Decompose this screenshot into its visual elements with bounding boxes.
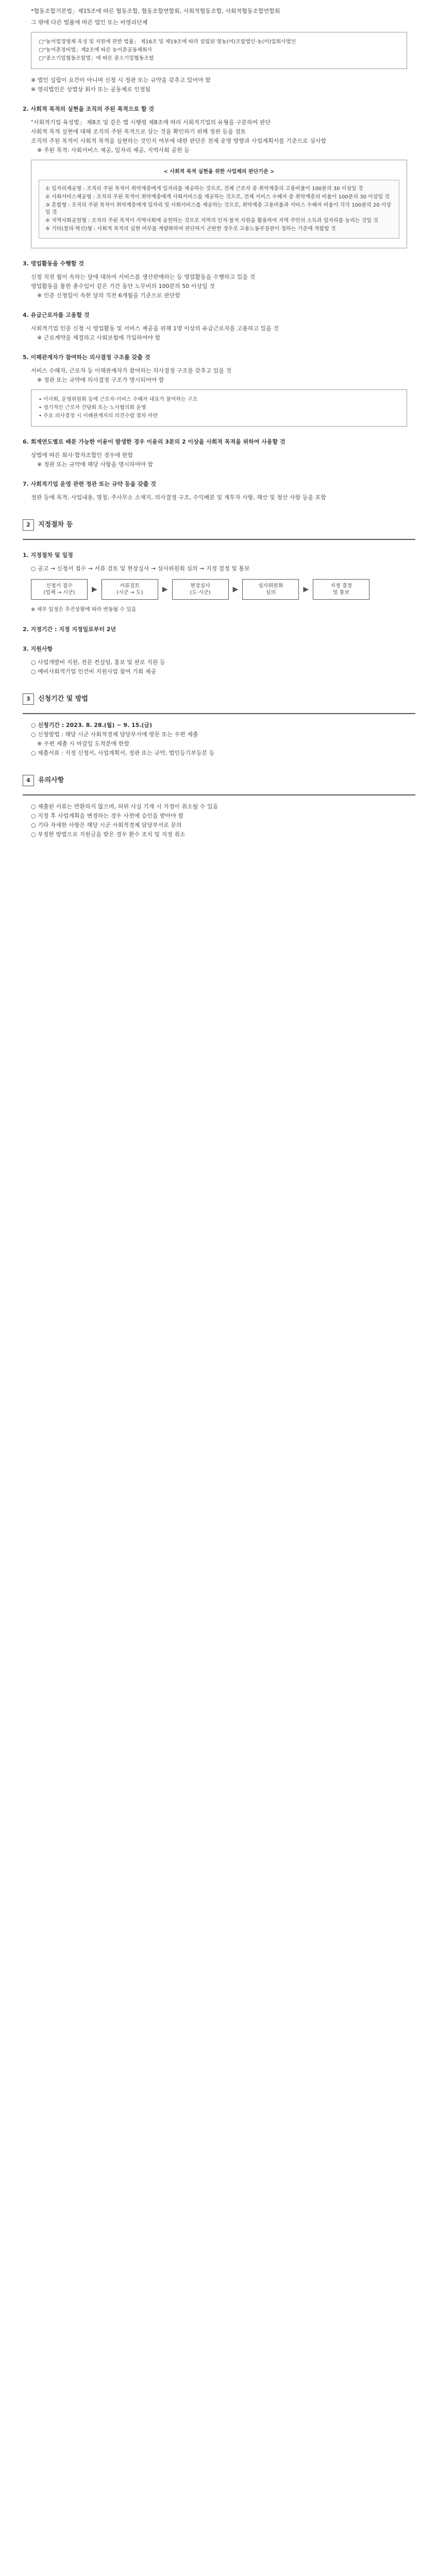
flow-step-3: 현장실사 (도·시군) — [172, 579, 229, 600]
sec2-line: 조직의 주된 목적이 사회적 목적을 실현하는 것인지 여부에 대한 판단은 전체 운영 방향과 사업계획서를 기준으로 심사함 — [31, 138, 327, 144]
section-c-rule — [23, 713, 415, 714]
flow-step-2: 서류검토 (시군 → 도) — [102, 579, 158, 600]
criteria-item: ② 사회서비스제공형 : 조직의 주된 목적이 취약계층에게 사회서비스를 제공하는 것으로, 전체 서비스 수혜자 중 취약계층의 비율이 100분의 30 이상일 것 — [45, 194, 390, 200]
sec3-line: 신청 직전 월이 속하는 달에 대하여 서비스를 생산판매하는 등 영업활동을 수행하고 있을 것 — [31, 274, 256, 280]
criteria-item: ⑤ 기타(창의·혁신)형 : 사회적 목적의 실현 여부를 계량화하여 판단하기 곤란한 경우로 고용노동부장관이 정하는 기준에 적합할 것 — [45, 226, 336, 232]
intro-list-item — [23, 19, 415, 27]
section-b-title: 지정절차 등 — [38, 521, 73, 529]
sec3-note: ※ 인증 신청일이 속한 달의 직전 6개월을 기준으로 판단함 — [37, 292, 180, 299]
sec2-note: ※ 주된 목적: 사회서비스 제공, 일자리 제공, 지역사회 공헌 등 — [37, 147, 190, 154]
arrow-right-icon: ▶ — [232, 585, 239, 594]
sec6-line: 상법에 따른 회사·합자조합인 경우에 한함 — [31, 452, 133, 459]
flow-step-4: 심사위원회 심의 — [242, 579, 299, 600]
sec-c-line: ○ 제출서류 : 지정 신청서, 사업계획서, 정관 또는 규약, 법인등기부등본 등 — [31, 750, 215, 756]
flow-step-5: 지정 결정 및 통보 — [313, 579, 369, 600]
section-3-title: 3. 영업활동을 수행할 것 — [23, 260, 84, 267]
sec-b-line: ○ 사업개발비 지원, 전문 컨설팅, 홍보 및 판로 지원 등 — [31, 659, 165, 666]
section-d-number: 4 — [23, 775, 34, 786]
flow-note: ※ 세부 일정은 추진상황에 따라 변동될 수 있음 — [31, 607, 137, 613]
sec-b-line: ○ 예비사회적기업 인건비 지원사업 참여 기회 제공 — [31, 668, 157, 675]
intro-tail-2: ※ 영리법인은 상법상 회사 또는 공동체로 인정됨 — [31, 86, 151, 93]
section-d-rule — [23, 794, 415, 795]
sec2-line: "사회적기업 육성법」 제8조 및 같은 법 시행령 제8조에 따라 사회적기업의 유형을 구분하여 판단 — [31, 119, 271, 126]
sec2-box-inset — [39, 180, 399, 239]
section-b-number: 2 — [23, 519, 34, 531]
intro-item-1: *협동조합기본법」제15조에 따른 협동조합, 협동조합연합회, 사회적협동조합, 사회적협동조합연합회 — [31, 8, 280, 14]
sec3-line: 영업활동을 통한 총수입이 같은 기간 동안 노무비의 100분의 50 이상일 것 — [31, 283, 215, 290]
sec5-box-item: • 정기적인 근로자 간담회 또는 노사협의회 운영 — [39, 405, 146, 411]
criteria-item: ④ 지역사회공헌형 : 조직의 주된 목적이 지역사회에 공헌하는 것으로 지역의 인적·물적 자원을 활용하여 지역 주민의 소득과 일자리를 늘리는 것일 것 — [45, 218, 378, 224]
intro-tail-1: ※ 법인 설립이 요건이 아니며 신청 시 정관 또는 규약을 갖추고 있어야 함 — [31, 77, 211, 83]
intro-list-item — [23, 7, 415, 15]
sec-d-line: ○ 부정한 방법으로 지원금을 받은 경우 환수 조치 및 지정 취소 — [31, 831, 186, 838]
sec5-box-item: • 주요 의사결정 시 이해관계자의 의견수렴 절차 마련 — [39, 413, 158, 419]
sec4-note: ※ 근로계약을 체결하고 사회보험에 가입하여야 함 — [37, 334, 161, 341]
criteria-item: ③ 혼합형 : 조직의 주된 목적이 취약계층에게 일자리 및 사회서비스를 제공하는 것으로, 취약계층 고용비율과 서비스 수혜자 비율이 각각 100분의 20 이상일 것 — [45, 202, 392, 215]
section-4-title: 4. 유급근로자를 고용할 것 — [23, 312, 90, 318]
sec-b-item-title: 2. 지정기간 : 지정 지정일로부터 2년 — [23, 626, 116, 633]
section-6-title: 6. 회계연도별로 배분 가능한 이윤이 발생한 경우 이윤의 3분의 2 이상을 사회적 목적을 위하여 사용할 것 — [23, 438, 285, 445]
sec-c-note: ※ 우편 제출 시 마감일 도착분에 한함 — [37, 740, 129, 747]
intro-box — [31, 32, 407, 69]
section-b-rule — [23, 539, 415, 540]
sec5-box — [31, 389, 407, 427]
sec5-box-item: • 이사회, 운영위원회 등에 근로자·서비스 수혜자 대표가 참여하는 구조 — [39, 397, 198, 402]
intro-list — [23, 7, 415, 27]
sec-d-line: ○ 지정 후 사업계획을 변경하는 경우 사전에 승인을 받아야 함 — [31, 812, 184, 819]
flow-step-1: 신청서 접수 (업체 → 시군) — [31, 579, 88, 600]
sec-c-line: ○ 신청기간 : 2023. 8. 28.(월) ~ 9. 15.(금) — [31, 722, 153, 728]
sec7-line: 정관 등에 목적, 사업내용, 명칭, 주사무소 소재지, 의사결정 구조, 수익배분 및 재투자 사항, 해산 및 청산 사항 등을 포함 — [31, 494, 326, 501]
arrow-right-icon: ▶ — [92, 585, 97, 594]
section-c-title: 신청기간 및 방법 — [38, 695, 88, 703]
intro-box-row: ▢"중소기업협동조합법」에 따른 중소기업협동조합 — [39, 56, 154, 61]
section-c-number: 3 — [23, 693, 34, 705]
sec-d-line: ○ 기타 자세한 사항은 해당 시군 사회적경제 담당부서로 문의 — [31, 822, 182, 828]
section-5-title: 5. 이해관계자가 참여하는 의사결정 구조를 갖출 것 — [23, 354, 150, 361]
section-b-heading — [23, 519, 415, 531]
sec4-line: 사회적기업 인증 신청 시 영업활동 및 서비스 제공을 위해 1명 이상의 유급근로자를 고용하고 있을 것 — [31, 325, 279, 332]
section-c-heading — [23, 693, 415, 705]
sec6-note: ※ 정관 또는 규약에 해당 사항을 명시하여야 함 — [37, 461, 153, 468]
sec-b-line: ○ 공고 → 신청서 접수 → 서류 검토 및 현장실사 → 심사위원회 심의 → 지정 결정 및 통보 — [31, 565, 250, 572]
section-d-heading — [23, 775, 415, 786]
section-2-title: 2. 사회적 목적의 실현을 조직의 주된 목적으로 할 것 — [23, 106, 154, 112]
sec-b-item-title: 3. 지원사항 — [23, 646, 53, 652]
arrow-right-icon: ▶ — [303, 585, 309, 594]
sec5-note: ※ 정관 또는 규약에 의사결정 구조가 명시되어야 함 — [37, 377, 164, 383]
intro-box-row: ▢"농어업경영체 육성 및 지원에 관한 법률」 제16조 및 제19조에 따라 설립된 영농(어)조합법인·농(어)업회사법인 — [39, 39, 296, 45]
document-content — [0, 0, 438, 860]
sec-b-item-title: 1. 지정절차 및 일정 — [23, 552, 73, 558]
section-d-title: 유의사항 — [38, 776, 64, 784]
intro-item-2: 그 밖에 다른 법률에 따른 법인 또는 비영리단체 — [31, 19, 148, 26]
sec2-box-title: < 사회적 목적 실현을 위한 사업체의 판단기준 > — [163, 169, 275, 175]
arrow-right-icon: ▶ — [162, 585, 168, 594]
procedure-flow — [31, 579, 407, 600]
intro-box-row: ▢"농어촌정비법」제2조에 따른 농어촌공동체회사 — [39, 47, 153, 53]
sec-d-line: ○ 제출된 서류는 반환하지 않으며, 허위 사실 기재 시 지정이 취소될 수 있음 — [31, 803, 218, 810]
sec5-line: 서비스 수혜자, 근로자 등 이해관계자가 참여하는 의사결정 구조를 갖추고 있을 것 — [31, 367, 232, 374]
criteria-item: ① 일자리제공형 : 조직의 주된 목적이 취약계층에게 일자리를 제공하는 것으로, 전체 근로자 중 취약계층의 고용비율이 100분의 30 이상일 것 — [45, 186, 363, 192]
sec2-criteria-box — [31, 160, 407, 248]
section-7-title: 7. 사회적기업 운영 관련 정관 또는 규약 등을 갖출 것 — [23, 481, 156, 487]
sec-c-line: ○ 신청방법 : 해당 시군 사회적경제 담당부서에 방문 또는 우편 제출 — [31, 731, 198, 738]
sec2-line: 사회적 목적 실현에 대해 조직의 주된 목적으로 삼는 것을 확인하기 위해 정관 등을 검토 — [31, 128, 246, 135]
